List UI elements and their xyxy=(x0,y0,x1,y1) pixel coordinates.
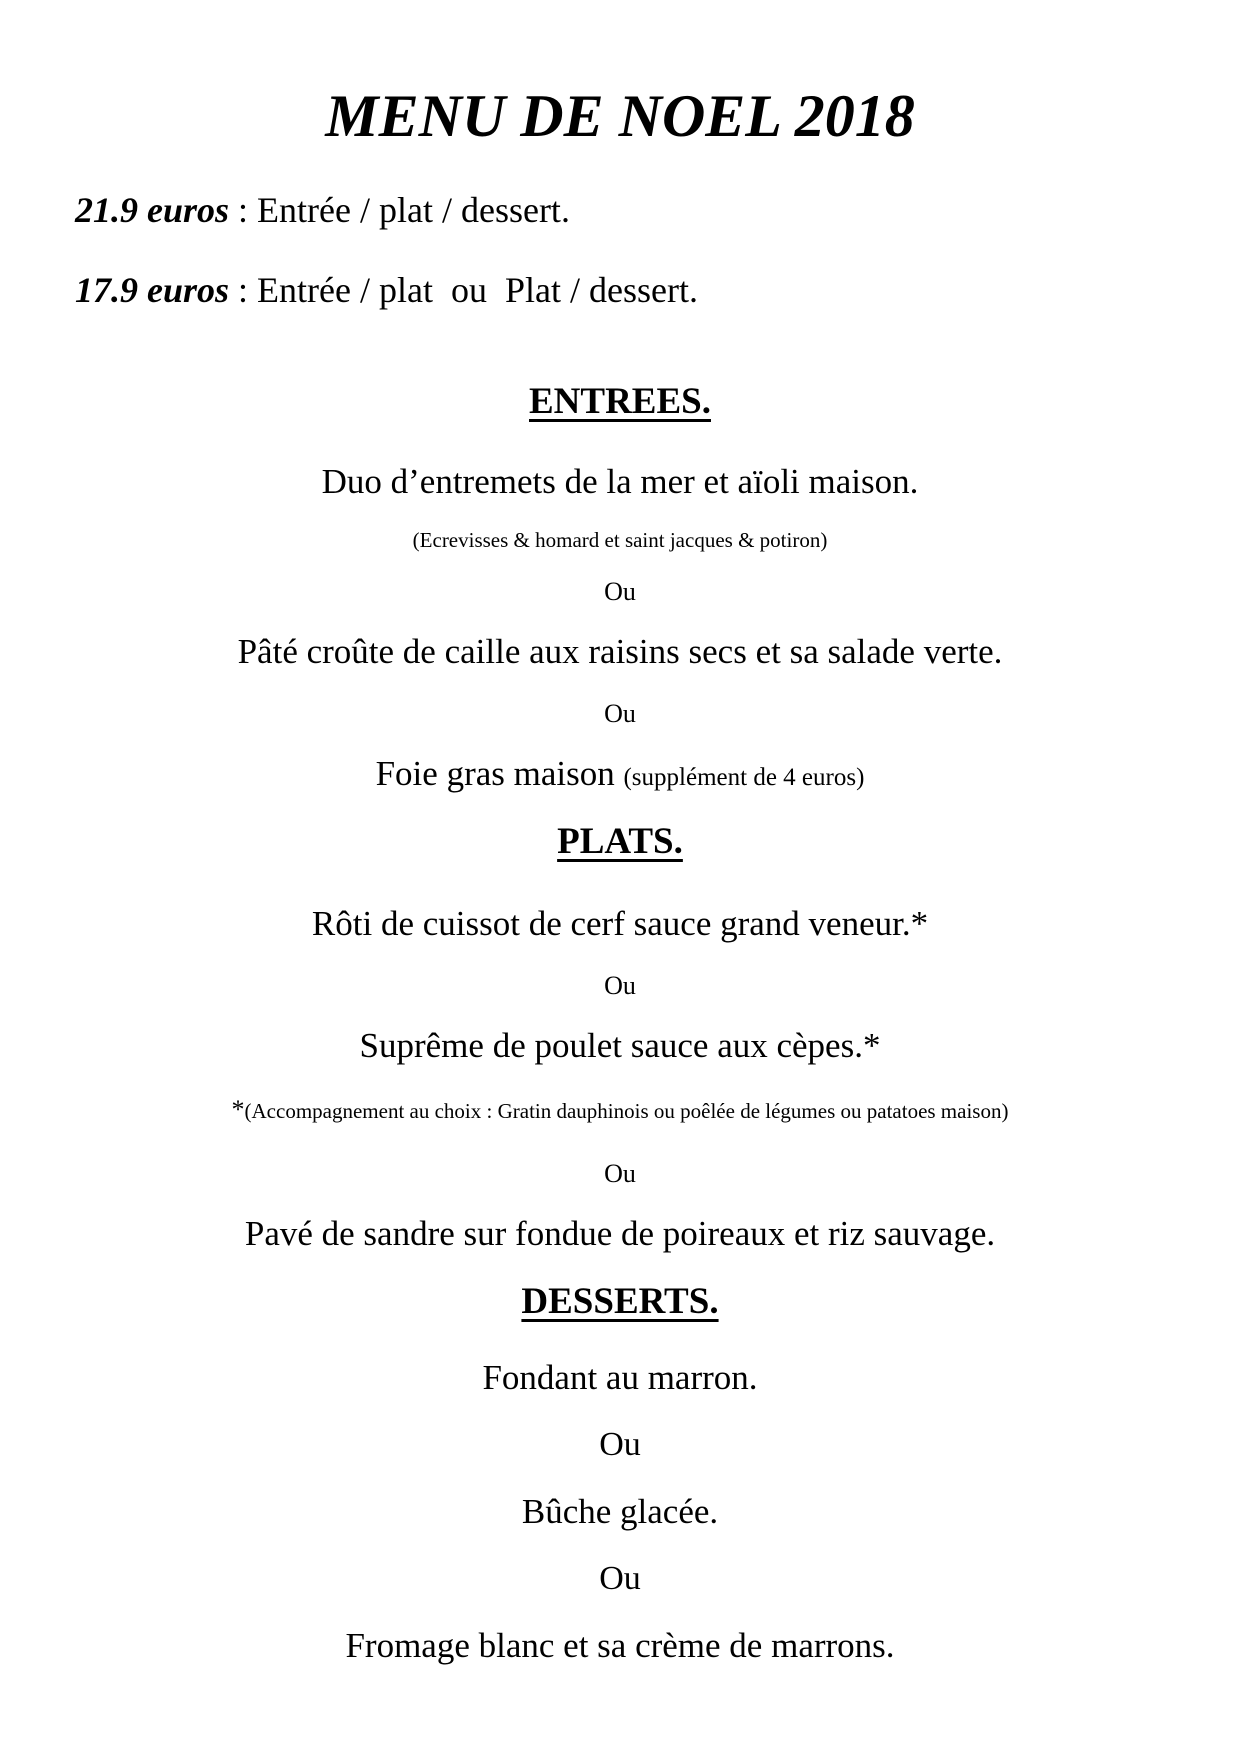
entree-dish-pate: Pâté croûte de caille aux raisins secs et sa salade verte. xyxy=(237,632,1003,671)
price-line-two-courses xyxy=(75,268,698,312)
section-heading-entrees xyxy=(0,380,1240,424)
or-separator: Ou xyxy=(599,1560,641,1597)
entree-dish-duo: Duo d’entremets de la mer et aïoli maison. xyxy=(321,462,919,501)
or-separator: Ou xyxy=(604,971,636,1000)
plat-dish-cerf: Rôti de cuissot de cerf sauce grand veneur.* xyxy=(311,904,929,943)
or-separator: Ou xyxy=(599,1426,641,1463)
entree-dish-duo-note: (Ecrevisses & homard et saint jacques & potiron) xyxy=(412,528,828,552)
or-separator: Ou xyxy=(604,577,636,606)
plat-dish-poulet: Suprême de poulet sauce aux cèpes.* xyxy=(359,1026,881,1065)
price-amount: 17.9 euros xyxy=(75,270,230,310)
price-amount: 21.9 euros xyxy=(75,190,230,230)
price-description: Entrée / plat / dessert. xyxy=(257,190,570,230)
section-heading-desserts xyxy=(0,1280,1240,1324)
asterisk: * xyxy=(231,1095,245,1124)
section-heading-text: PLATS. xyxy=(557,821,683,862)
price-separator: : xyxy=(229,270,258,310)
plat-dish-sandre: Pavé de sandre sur fondue de poireaux et riz sauvage. xyxy=(244,1214,996,1253)
supplement-note: (supplément de 4 euros) xyxy=(623,764,865,791)
dessert-dish-buche: Bûche glacée. xyxy=(521,1492,719,1531)
accompaniment-text: (Accompagnement au choix : Gratin dauphinois ou poêlée de légumes ou patatoes maison) xyxy=(244,1099,1009,1123)
price-line-full xyxy=(75,188,570,232)
section-heading-text: DESSERTS. xyxy=(521,1281,719,1322)
accompaniment-note xyxy=(0,1096,1240,1125)
dessert-dish-fromage: Fromage blanc et sa crème de marrons. xyxy=(345,1626,895,1665)
section-heading-text: ENTREES. xyxy=(529,381,711,422)
menu-title: MENU DE NOEL 2018 xyxy=(325,83,915,149)
price-description: Entrée / plat ou Plat / dessert. xyxy=(257,270,698,310)
section-heading-plats xyxy=(0,820,1240,864)
price-separator: : xyxy=(229,190,258,230)
or-separator: Ou xyxy=(604,699,636,728)
or-separator: Ou xyxy=(604,1159,636,1188)
dish-name: Foie gras maison xyxy=(375,754,615,793)
entree-dish-foie-gras xyxy=(0,752,1240,800)
dessert-dish-fondant: Fondant au marron. xyxy=(482,1358,758,1397)
